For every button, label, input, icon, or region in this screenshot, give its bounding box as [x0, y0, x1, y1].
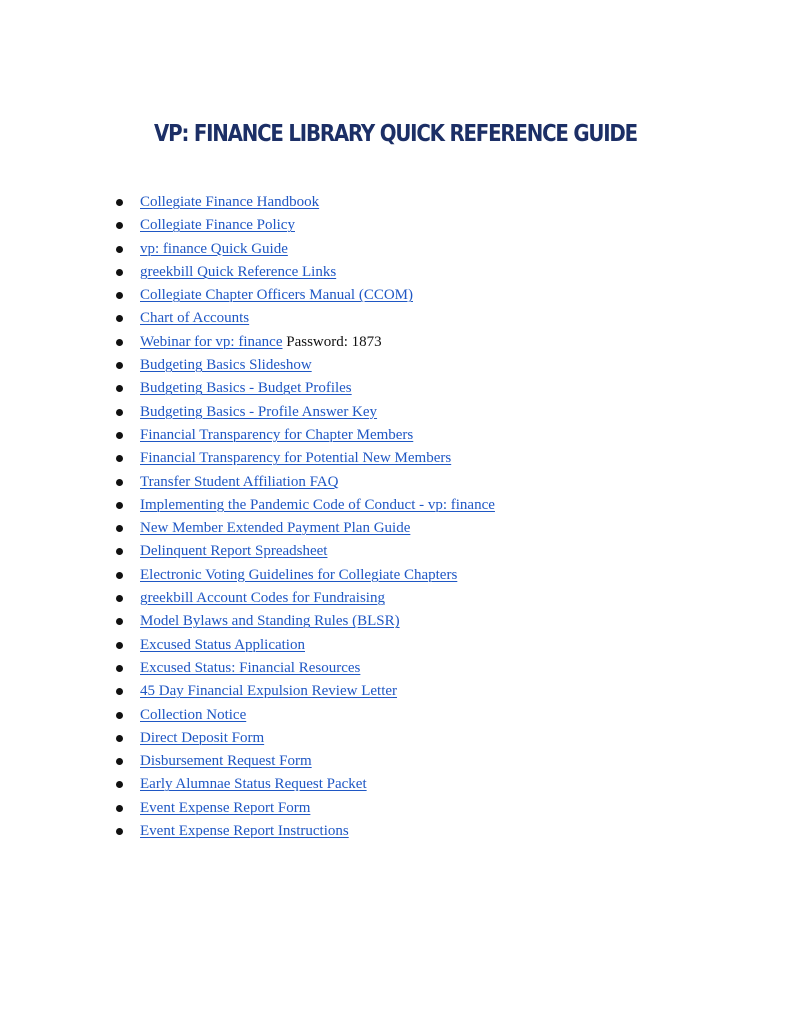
bullet-icon — [116, 385, 123, 392]
document-link[interactable]: Early Alumnae Status Request Packet — [140, 776, 367, 793]
document-link[interactable]: greekbill Quick Reference Links — [140, 263, 337, 280]
bullet-icon — [116, 805, 123, 812]
list-item-text — [140, 610, 400, 633]
document-link[interactable]: Direct Deposit Form — [140, 729, 265, 746]
list-item-text — [140, 727, 264, 750]
list-item-text — [140, 540, 327, 563]
document-link[interactable]: vp: finance Quick Guide — [140, 240, 288, 257]
list-item-text — [140, 773, 367, 796]
list-item-text — [140, 704, 246, 727]
document-link[interactable]: Collegiate Finance Handbook — [140, 194, 320, 210]
list-item-text — [140, 191, 319, 214]
list-item-text — [140, 214, 295, 237]
bullet-icon — [116, 548, 123, 555]
document-link[interactable]: Model Bylaws and Standing Rules (BLSR) — [140, 613, 400, 630]
list-item-text — [140, 307, 249, 330]
document-link[interactable]: Excused Status: Financial Resources — [140, 659, 361, 676]
bullet-icon — [116, 735, 123, 742]
page-title: VP: FINANCE LIBRARY QUICK REFERENCE GUIDE — [154, 121, 637, 147]
bullet-icon — [116, 712, 123, 719]
bullet-icon — [116, 199, 123, 206]
list-item-text — [140, 377, 352, 400]
list-item-text — [140, 517, 410, 540]
bullet-icon — [116, 781, 123, 788]
bullet-icon — [116, 246, 123, 253]
document-link[interactable]: Excused Status Application — [140, 636, 305, 653]
document-link[interactable]: Event Expense Report Form — [140, 799, 311, 816]
bullet-icon — [116, 828, 123, 835]
list-item-text — [140, 284, 413, 307]
list-item-text — [140, 820, 349, 843]
bullet-icon — [116, 432, 123, 439]
bullet-icon — [116, 618, 123, 625]
bullet-icon — [116, 572, 123, 579]
bullet-icon — [116, 688, 123, 695]
bullet-icon — [116, 362, 123, 369]
document-link[interactable]: Budgeting Basics Slideshow — [140, 357, 312, 374]
list-item-text — [140, 401, 377, 424]
bullet-icon — [116, 479, 123, 486]
document-link[interactable]: Implementing the Pandemic Code of Conduct - vp: finance — [140, 496, 495, 513]
bullet-icon — [116, 292, 123, 299]
bullet-icon — [116, 455, 123, 462]
list-item-text — [140, 261, 336, 284]
bullet-icon — [116, 222, 123, 229]
list-item-text — [140, 471, 338, 494]
list-item-text — [140, 238, 288, 261]
list-item-text — [140, 680, 397, 703]
document-link[interactable]: Disbursement Request Form — [140, 753, 312, 770]
document-link[interactable]: Financial Transparency for Chapter Members — [140, 426, 414, 443]
bullet-icon — [116, 269, 123, 276]
document-link[interactable]: greekbill Account Codes for Fundraising — [140, 590, 385, 607]
list-item-text — [140, 634, 305, 657]
document-link[interactable]: Transfer Student Affiliation FAQ — [140, 473, 339, 490]
document-link[interactable]: Delinquent Report Spreadsheet — [140, 543, 328, 560]
document-link[interactable]: Chart of Accounts — [140, 310, 250, 327]
bullet-icon — [116, 502, 123, 509]
document-link[interactable]: Event Expense Report Instructions — [140, 823, 349, 840]
list-item-text — [140, 657, 360, 680]
list-item-text — [140, 797, 310, 820]
document-link[interactable]: Collegiate Chapter Officers Manual (CCOM) — [140, 287, 413, 304]
password-text: Password: 1873 — [282, 333, 382, 350]
list-item-text — [140, 447, 451, 470]
document-link[interactable]: 45 Day Financial Expulsion Review Letter — [140, 683, 398, 700]
list-item-text — [140, 587, 385, 610]
document-link[interactable]: Budgeting Basics - Budget Profiles — [140, 380, 352, 397]
document-link[interactable]: Electronic Voting Guidelines for Collegiate Chapters — [140, 566, 458, 583]
list-item-text — [140, 331, 382, 354]
document-link[interactable]: Budgeting Basics - Profile Answer Key — [140, 403, 378, 420]
document-link[interactable]: Collegiate Finance Policy — [140, 217, 295, 234]
bullet-icon — [116, 665, 123, 672]
list-item-text — [140, 494, 495, 517]
document-link[interactable]: Collection Notice — [140, 706, 247, 723]
list-item-text — [140, 750, 312, 773]
list-item-text — [140, 564, 457, 587]
bullet-icon — [116, 642, 123, 649]
list-item-text — [140, 424, 413, 447]
document-link[interactable]: New Member Extended Payment Plan Guide — [140, 520, 411, 537]
document-link[interactable]: Financial Transparency for Potential New Members — [140, 450, 452, 467]
bullet-icon — [116, 595, 123, 602]
bullet-icon — [116, 339, 123, 346]
bullet-icon — [116, 525, 123, 532]
bullet-icon — [116, 409, 123, 416]
list-item-text — [140, 354, 312, 377]
document-link[interactable]: Webinar for vp: finance — [140, 333, 283, 350]
bullet-icon — [116, 315, 123, 322]
bullet-icon — [116, 758, 123, 765]
